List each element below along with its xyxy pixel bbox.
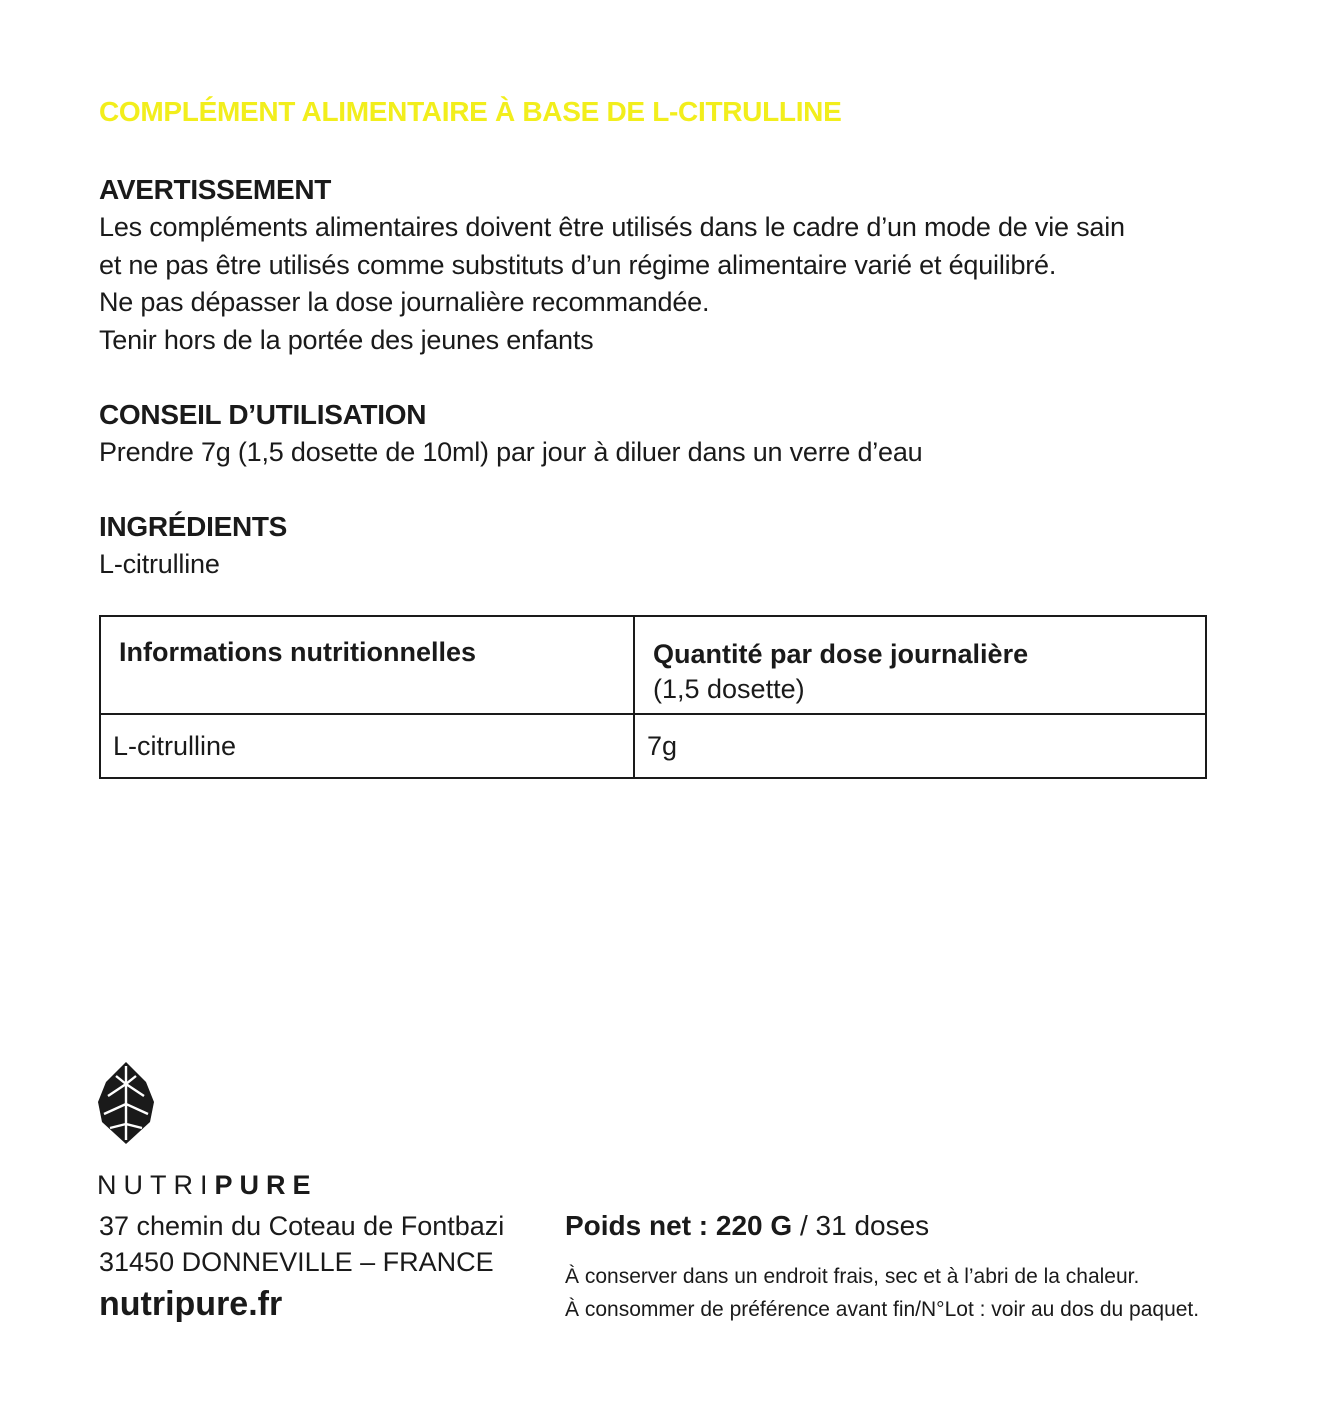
table-cell-name: L-citrulline	[100, 714, 634, 778]
company-address	[99, 1208, 504, 1280]
expiry-note: À consommer de préférence avant fin/N°Lot : voir au dos du paquet.	[565, 1298, 1200, 1321]
dose-count: 31 doses	[815, 1210, 930, 1241]
ingredients-text: L-citrulline	[99, 549, 220, 579]
ingredients-section	[99, 508, 287, 584]
header-nutrition-info: Informations nutritionnelles	[119, 637, 477, 667]
leaf-icon	[98, 1062, 154, 1144]
product-subtitle: COMPLÉMENT ALIMENTAIRE À BASE DE L-CITRULLINE	[99, 96, 842, 127]
net-weight-separator: /	[792, 1210, 816, 1241]
usage-title: CONSEIL D’UTILISATION	[99, 399, 427, 430]
storage-note: À conserver dans un endroit frais, sec et à l’abri de la chaleur.	[565, 1265, 1140, 1288]
warning-line: Les compléments alimentaires doivent être utilisés dans le cadre d’un mode de vie sain	[99, 212, 1125, 242]
table-header-cell	[100, 616, 634, 714]
ingredients-title: INGRÉDIENTS	[99, 511, 288, 542]
brand-light: NUTRI	[97, 1170, 215, 1200]
usage-text: Prendre 7g (1,5 dosette de 10ml) par jour à diluer dans un verre d’eau	[99, 437, 923, 467]
brand-wordmark	[97, 1170, 318, 1201]
storage-notes	[565, 1260, 1199, 1326]
header-daily-amount-sub: (1,5 dosette)	[653, 674, 805, 704]
usage-section	[99, 396, 923, 472]
address-line: 31450 DONNEVILLE – FRANCE	[99, 1247, 494, 1277]
table-header-cell	[634, 616, 1206, 714]
warning-line: Tenir hors de la portée des jeunes enfants	[99, 324, 594, 355]
warning-title: AVERTISSEMENT	[99, 174, 332, 205]
table-row	[100, 714, 1206, 778]
warning-line: Ne pas dépasser la dose journalière recommandée.	[99, 287, 710, 317]
website-link[interactable]: nutripure.fr	[99, 1285, 283, 1323]
nutrition-table	[99, 615, 1207, 779]
warning-section	[99, 171, 1125, 359]
warning-line: et ne pas être utilisés comme substituts d’un régime alimentaire varié et équilibré.	[99, 249, 1057, 280]
net-weight	[565, 1210, 929, 1242]
header-daily-amount: Quantité par dose journalière	[653, 639, 1029, 669]
net-weight-label: Poids net : 220 G	[565, 1210, 793, 1241]
table-cell-amount: 7g	[634, 714, 1206, 778]
brand-bold: PURE	[214, 1170, 318, 1200]
table-header-row	[100, 616, 1206, 714]
address-line: 37 chemin du Coteau de Fontbazi	[99, 1211, 505, 1241]
